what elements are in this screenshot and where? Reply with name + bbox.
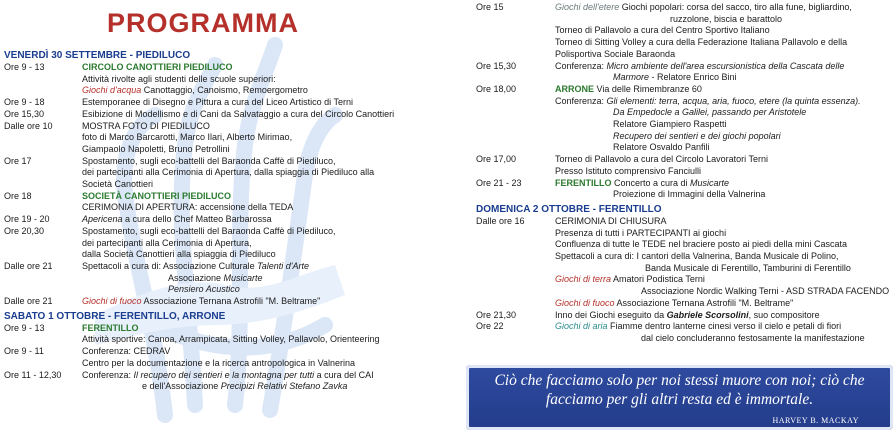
schedule-row xyxy=(476,131,892,143)
schedule-row xyxy=(476,178,892,190)
event-text: Polisportiva Sociale Baraonda xyxy=(555,48,676,59)
event-text: Gabriele Scorsolini xyxy=(666,309,749,320)
schedule-row xyxy=(4,284,444,296)
event-text: CERIMONIA DI CHIUSURA xyxy=(555,215,667,226)
event-description xyxy=(4,226,444,238)
schedule-row xyxy=(4,109,444,121)
event-text: dei partecipanti alla Cerimonia di Apertura, xyxy=(82,237,252,248)
event-text: Associazione Ternana Astrofili "M. Beltrame" xyxy=(141,296,321,307)
schedule-row xyxy=(476,37,892,49)
event-description xyxy=(476,286,892,298)
event-text: Amatori Podistica Terni xyxy=(611,274,705,285)
event-text: Giochi di aria xyxy=(555,321,608,332)
schedule-row xyxy=(476,49,892,61)
event-time: Ore 9 - 13 xyxy=(4,62,45,72)
schedule-row xyxy=(4,296,444,308)
schedule-row xyxy=(476,154,892,166)
event-text: Recupero dei sentieri e dei giochi popolari xyxy=(613,130,781,141)
event-text: Giampaolo Napoletti, Bruno Petrollini xyxy=(82,143,230,154)
event-description xyxy=(4,261,444,273)
event-text: Giochi di terra xyxy=(555,274,612,285)
event-text: Canottaggio, Canoismo, Remoergometro xyxy=(141,85,308,96)
schedule-row xyxy=(4,156,444,168)
schedule-row xyxy=(476,216,892,228)
event-time: Ore 21 - 23 xyxy=(476,177,522,188)
schedule-row xyxy=(4,370,444,382)
quote-line-2: facciamo per gli altri resta ed è immortale. xyxy=(545,391,814,408)
right-column xyxy=(476,2,892,345)
schedule-row xyxy=(4,179,444,191)
event-description xyxy=(4,191,444,203)
event-text: Spettacoli a cura di: I cantori della Valnerina, Banda Musicale di Polino, xyxy=(555,251,839,262)
event-text: Giochi dell'etere xyxy=(555,2,620,12)
event-text: Associazione Nordic Walking Terni - ASD STRADA FACENDO xyxy=(641,286,890,297)
event-text: Spostamento, sugli eco-battelli del Baraonda Caffè di Piediluco, xyxy=(82,225,336,236)
event-time: Dalle ore 21 xyxy=(4,296,53,307)
schedule-row xyxy=(476,166,892,178)
event-description xyxy=(476,37,892,49)
event-text: Gli elementi: terra, acqua, aria, fuoco, etere (la quinta essenza). xyxy=(606,95,861,106)
event-description xyxy=(476,72,892,84)
event-description xyxy=(476,216,892,228)
event-time: Ore 22 xyxy=(476,321,504,332)
schedule-row xyxy=(4,62,444,74)
event-text: Confluenza di tutte le TEDE nel braciere posto ai piedi della mini Cascata xyxy=(555,239,847,250)
event-description xyxy=(476,321,892,333)
event-text: Pensiero Acustico xyxy=(168,284,240,295)
schedule-row xyxy=(476,119,892,131)
page-title: PROGRAMMA xyxy=(107,8,299,38)
event-description xyxy=(4,334,444,346)
event-text: foto di Marco Barcarotti, Marco Ilari, Alberto Mirimao, xyxy=(82,132,293,143)
event-description xyxy=(4,121,444,133)
event-time: Dalle ore 21 xyxy=(4,260,53,271)
event-description xyxy=(476,154,892,166)
event-text: Attività rivolte agli studenti delle scuole superiori: xyxy=(82,73,276,84)
event-text: Giochi popolari: corsa del sacco, tiro alla fune, bigliardino, xyxy=(619,2,852,12)
event-text: e dell'Associazione xyxy=(142,381,221,392)
schedule-row xyxy=(476,228,892,240)
event-text: Fiamme dentro lanterne cinesi verso il cielo e petali di fiori xyxy=(607,321,842,332)
event-text: Giochi d'acqua xyxy=(82,85,142,96)
event-text: a cura dello Chef Matteo Barbarossa xyxy=(122,214,272,225)
event-description xyxy=(476,119,892,131)
event-description xyxy=(476,189,892,201)
event-text: Associazione xyxy=(168,272,224,283)
event-text: , suo compositore xyxy=(748,309,820,320)
event-description xyxy=(476,84,892,96)
event-text: Da Empedocle a Galilei, passando per Aristotele xyxy=(613,107,807,118)
schedule-row xyxy=(476,239,892,251)
event-text: Spettacoli a cura di: Associazione Culturale xyxy=(82,260,258,271)
event-time: Dalle ore 10 xyxy=(4,120,53,131)
schedule-row xyxy=(4,132,444,144)
event-text: Attività sportive: Canoa, Arrampicata, Sitting Volley, Pallavolo, Orienteering xyxy=(82,334,380,345)
event-text: ruzzolone, biscia e barattolo xyxy=(670,13,783,24)
schedule-row xyxy=(4,358,444,370)
event-description xyxy=(4,74,444,86)
event-text: Associazione Ternana Astrofili "M. Beltrame" xyxy=(614,297,794,308)
event-time: Ore 9 - 13 xyxy=(4,322,45,333)
event-description xyxy=(4,179,444,191)
schedule-row xyxy=(476,298,892,310)
schedule-row xyxy=(4,346,444,358)
event-description xyxy=(476,251,892,263)
event-description xyxy=(4,346,444,358)
event-text: Giochi di fuoco xyxy=(555,297,615,308)
event-description xyxy=(476,107,892,119)
schedule-row xyxy=(4,249,444,261)
event-description xyxy=(4,109,444,121)
left-column xyxy=(4,8,444,393)
schedule-row xyxy=(476,107,892,119)
event-description xyxy=(4,144,444,156)
event-description xyxy=(476,166,892,178)
event-description xyxy=(476,96,892,108)
event-text: Relatore Giampiero Raspetti xyxy=(613,119,727,130)
event-text: dal cielo concluderanno festosamente la manifestazione xyxy=(641,332,865,343)
event-text: Via delle Rimembranze 60 xyxy=(594,83,702,94)
event-description xyxy=(4,370,444,382)
event-time: Dalle ore 16 xyxy=(476,215,525,226)
event-description xyxy=(476,298,892,310)
event-text: - Relatore Enrico Bini xyxy=(649,72,737,83)
event-text: Torneo di Pallavolo a cura del Centro Sportivo Italiano xyxy=(555,25,770,36)
event-text: Marmore xyxy=(613,72,650,83)
event-description xyxy=(4,132,444,144)
schedule-row xyxy=(4,381,444,393)
event-description xyxy=(4,323,444,335)
event-description xyxy=(476,61,892,73)
schedule-row xyxy=(4,191,444,203)
event-time: Ore 17,00 xyxy=(476,154,517,165)
event-description xyxy=(4,62,444,74)
event-text: Giochi di fuoco xyxy=(82,296,142,307)
schedule-row xyxy=(4,144,444,156)
event-description xyxy=(476,131,892,143)
event-text: Musicarte xyxy=(690,177,730,188)
schedule-row xyxy=(4,97,444,109)
schedule-left xyxy=(4,62,444,393)
event-description xyxy=(4,273,444,285)
event-text: Conferenza: xyxy=(555,60,607,71)
schedule-row xyxy=(476,189,892,201)
event-text: Esibizione di Modellismo e di Cani da Salvataggio a cura del Circolo Canottieri xyxy=(82,108,395,119)
event-description xyxy=(4,381,444,393)
event-text: dalla Società Canottieri alla spiaggia di Piediluco xyxy=(82,249,276,260)
schedule-row xyxy=(476,2,892,14)
quote-line-1: Ciò che facciamo solo per noi stessi muore con noi; ciò che xyxy=(494,372,865,389)
schedule-row xyxy=(476,25,892,37)
event-description xyxy=(476,333,892,345)
event-description xyxy=(476,49,892,61)
schedule-row xyxy=(4,323,444,335)
quote-box xyxy=(466,365,893,430)
event-text: Società Canottieri xyxy=(82,179,154,190)
event-description xyxy=(4,249,444,261)
event-description xyxy=(476,25,892,37)
event-description xyxy=(4,284,444,296)
schedule-row xyxy=(476,61,892,73)
schedule-row xyxy=(4,214,444,226)
event-text: FERENTILLO xyxy=(555,177,612,188)
schedule-row xyxy=(476,14,892,26)
schedule-row xyxy=(4,167,444,179)
event-description xyxy=(476,263,892,275)
schedule-row xyxy=(476,274,892,286)
day-heading-friday: VENERDÌ 30 SETTEMBRE - PIEDILUCO xyxy=(4,50,191,61)
event-text: Spostamento, sugli eco-battelli del Baraonda Caffè di Piediluco, xyxy=(82,155,336,166)
event-text: Proiezione di Immagini della Valnerina xyxy=(613,189,766,200)
event-text: Presenza di tutti i PARTECIPANTI ai giochi xyxy=(555,227,727,238)
event-description xyxy=(4,296,444,308)
event-text: ARRONE xyxy=(555,83,595,94)
event-text: FERENTILLO xyxy=(82,322,139,333)
event-text: Conferenza: xyxy=(555,95,607,106)
event-description xyxy=(476,2,892,14)
event-text: Conferenza: xyxy=(82,369,134,380)
event-time: Ore 17 xyxy=(4,155,32,166)
event-description xyxy=(476,178,892,190)
schedule-row xyxy=(476,72,892,84)
day-heading: DOMENICA 2 OTTOBRE - FERENTILLO xyxy=(476,203,662,215)
event-time: Ore 21,30 xyxy=(476,309,517,320)
schedule-row xyxy=(476,96,892,108)
schedule-row xyxy=(4,334,444,346)
event-text: Relatore Osvaldo Panfili xyxy=(613,142,710,153)
schedule-row xyxy=(4,226,444,238)
event-text: MOSTRA FOTO DI PIEDILUCO xyxy=(82,120,210,131)
schedule-row xyxy=(4,121,444,133)
event-description xyxy=(476,228,892,240)
event-time: Ore 15,30 xyxy=(476,60,517,71)
event-time: Ore 18 xyxy=(4,190,32,201)
event-description xyxy=(4,202,444,214)
event-description xyxy=(4,167,444,179)
event-description xyxy=(4,214,444,226)
event-text: a cura del CAI xyxy=(314,369,374,380)
schedule-row xyxy=(476,251,892,263)
event-text: CIRCOLO CANOTTIERI PIEDILUCO xyxy=(82,62,233,72)
event-text: Concerto a cura di xyxy=(611,177,691,188)
event-text: dei partecipanti alla Cerimonia di Apertura, dalla spiaggia di Piediluco alla xyxy=(82,167,375,178)
event-time: Ore 19 - 20 xyxy=(4,214,50,225)
event-text: Centro per la documentazione e la ricerca antropologica in Valnerina xyxy=(82,357,355,368)
event-text: Conferenza: CEDRAV xyxy=(82,346,171,357)
schedule-row xyxy=(4,85,444,97)
event-text: Inno dei Giochi eseguito da xyxy=(555,309,667,320)
schedule-row xyxy=(4,74,444,86)
event-time: Ore 9 - 18 xyxy=(4,97,45,108)
event-description xyxy=(4,97,444,109)
schedule-row xyxy=(4,261,444,273)
event-time: Ore 15,30 xyxy=(4,108,45,119)
schedule-row xyxy=(476,263,892,275)
event-text: Apericena xyxy=(82,214,123,225)
event-text: Precipizi Relativi Stefano Zavka xyxy=(220,381,348,392)
event-text: CERIMONIA DI APERTURA: accensione della TEDA xyxy=(82,202,294,213)
schedule-row xyxy=(476,84,892,96)
schedule-row xyxy=(4,273,444,285)
schedule-right xyxy=(476,2,892,345)
schedule-row xyxy=(476,333,892,345)
event-description xyxy=(4,358,444,370)
schedule-row xyxy=(4,238,444,250)
event-text: Estemporanee di Disegno e Pittura a cura del Liceo Artistico di Terni xyxy=(82,97,353,108)
schedule-row xyxy=(476,286,892,298)
event-text: Torneo di Sitting Volley a cura della Federazione Italiana Pallavolo e della xyxy=(555,37,848,48)
event-description xyxy=(4,156,444,168)
schedule-row xyxy=(476,310,892,322)
event-description xyxy=(4,85,444,97)
event-time: Ore 20,30 xyxy=(4,225,45,236)
event-text: Torneo di Pallavolo a cura del Circolo Lavoratori Terni xyxy=(555,154,768,165)
event-time: Ore 15 xyxy=(476,2,504,12)
schedule-row xyxy=(476,321,892,333)
event-text: Musicarte xyxy=(223,272,263,283)
quote-author: HARVEY B. MACKAY xyxy=(772,416,859,425)
event-description xyxy=(476,239,892,251)
schedule-row xyxy=(476,142,892,154)
event-time: Ore 11 - 12,30 xyxy=(4,369,62,380)
event-description xyxy=(476,274,892,286)
event-text: Il recupero dei sentieri e la montagna per tutti xyxy=(133,369,315,380)
event-text: Presso Istituto comprensivo Fanciulli xyxy=(555,165,702,176)
event-time: Ore 18,00 xyxy=(476,83,517,94)
event-description xyxy=(476,142,892,154)
event-description xyxy=(4,238,444,250)
event-time: Ore 9 - 11 xyxy=(4,346,44,357)
event-description xyxy=(476,310,892,322)
event-text: SOCIETÀ CANOTTIERI PIEDILUCO xyxy=(82,190,232,201)
event-text: Banda Musicale di Ferentillo, Tamburini di Ferentillo xyxy=(645,262,851,273)
event-description xyxy=(476,14,892,26)
day-heading: SABATO 1 OTTOBRE - FERENTILLO, ARRONE xyxy=(4,310,226,322)
schedule-row xyxy=(4,202,444,214)
event-text: Micro ambiente dell'area escursionistica della Cascata delle xyxy=(606,60,845,71)
event-text: Talenti d'Arte xyxy=(257,260,310,271)
